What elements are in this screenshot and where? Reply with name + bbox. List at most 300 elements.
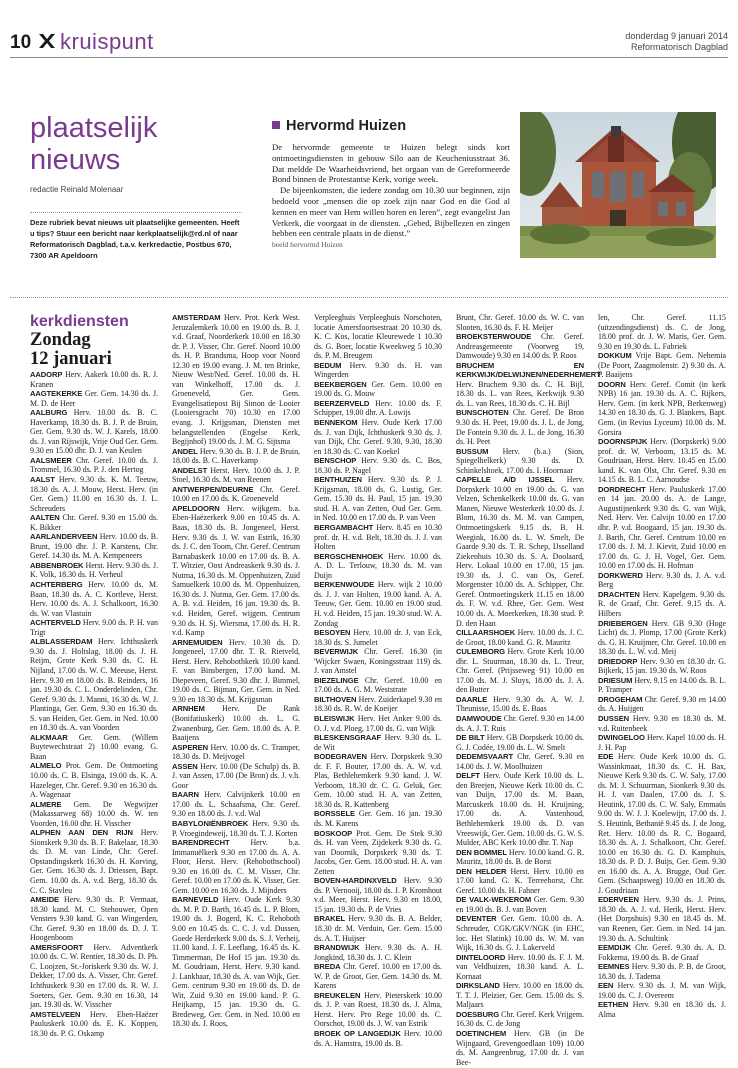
service-details: Herv. Eben-Haëzer Pauluskerk 10.00 ds. E. K. Koppen, 18.30 ds. P. G. Oskamp (30, 1009, 158, 1038)
service-details: Herv. Oude Kerk 10.00 ds. G. Wassinkmaat, 18.30 ds. C. H. Bax, Nieuwe Kerk 9.30 ds. C. W. Saly, 17.00 ds. M. J. Schuurman, Sionkerk 9.30 ds. H. J. van Daalen, 17.00 ds. J. S. Heutink, 17.00 ds. C. W. Saly, Emmaüs 9.00 ds. W. J. J. Koelewijn, 17.00 ds. J. S. Heutink, Bethanië 9.45 ds. J. de Jong, Ret. Herv. 10.00 ds. R. C. Bogaard, 18.30 ds. A. J. Schalkoort, Chr. Geref. 10.00 en 16.30 ds. G. D. Kamphuis, 18.30 ds. P. D. J. Buijs, Ger. Gem. 9.30 en 16.00 ds. A. A. Brugge, Oud Ger. Gem. (Schaapsweg) 10.00 en 18.30 ds. J. Goudriaan (598, 752, 726, 895)
place-name: ACHTERVELD (30, 618, 81, 628)
service-details: Herv. Prot. Kerk West. Jeruzalemkerk 10.00 en 19.00 ds. B. J. v.d. Graaf, Noorderkerk 10.00 en 18.30 dr. P. J. Visser, Chr. Geref. Noord 10.00 ds. H. P. Brandsma, Hoop voor Noord 12.30 en 19.00 evang. J. M. ten Brinke, Nieuw West/Ned. Geref. 10.00 ds. H. van Winkelhoff, 17.00 ds. J. Groeneveld, Ger. Gem. Evangelisatiepost Bij Simon de Looier (Looiersgracht 70) 10.30 en 17.00 evang. J. Krijgsman, Diensten met belangstellenden (Engelse Kerk, Begijnhof) 19.00 ds. J. M. G. Sijtsma (172, 313, 300, 447)
service-entry (456, 752, 584, 771)
service-entry (598, 695, 726, 714)
submission-info: Deze rubriek bevat nieuws uit plaatselijke gemeenten. Heeft u tips? Stuur een bericht naar kerkplaatselijk@rd.nl of naar Reformatorisch Dagblad, t.a.v. kerkredactie, Postbus 670, 7300 AR Apeldoorn (30, 218, 240, 260)
service-entry (456, 475, 584, 628)
service-entry (314, 580, 442, 628)
place-name: DRACHTEN (598, 589, 640, 599)
service-details: Herv. 9.30 ds. P. B. de Groot, 18.30 ds. J. Tadema (598, 962, 726, 981)
article-body (272, 142, 510, 251)
place-name: BERKENWOUDE (314, 580, 375, 590)
service-details: Herv. 9.30 ds. A. W. J. Theunisse, 15.00 ds. E. Baas (456, 694, 584, 714)
service-entry (30, 475, 158, 513)
service-entry (598, 571, 726, 590)
place-name: DOETINCHEM (456, 1029, 507, 1039)
service-details: Herv. 10.00 ds. C. Tramper, 18.30 ds. D. Meijvogel (172, 742, 300, 762)
service-entry (314, 943, 442, 962)
place-name: AALST (30, 475, 55, 485)
header-rule (10, 57, 728, 58)
service-entry (172, 638, 300, 705)
service-details: Herv. 9.30 ds. H. van Wingerden (314, 360, 442, 380)
service-details: Herv. 10.00 ds. M. Baan, 18.30 ds. A. C. Kortleve, Herst. Herv. 10.00 ds. A. J. Schalkoort, 16.30 ds. W. van Vlastuin (30, 580, 158, 618)
service-details: Herv. 9.00 ds. P. H. van Trigt (30, 618, 158, 637)
service-entry (30, 943, 158, 1010)
place-name: EEN (598, 981, 614, 991)
service-details: Prot. Gem. De Ontmoeting 10.00 ds. C. B. Elsinga, 19.00 ds. K. A. Hazeleger, Chr. Geref. 9.30 en 16.30 ds. A. Wagenaar (30, 761, 158, 800)
place-name: AALSMEER (30, 455, 72, 465)
place-name: BIEZELINGE (314, 675, 359, 685)
service-entry (314, 380, 442, 399)
place-name: DUSSEN (598, 713, 630, 723)
service-entry (456, 628, 584, 647)
service-details: Herv. Dorpskerk 10.00 en 19.00 ds. G. van Velzen, Schenkelkerk 10.00 ds. G. van Manen, Nieuwe Westerkerk 10.00 ds. J. Blom, 16.30 ds. M. M. van Campen, Ontmoetingskerk 9.15 ds. B. H. Weegink, 16.00 ds. L. W. Smelt, De Gaarde 9.30 ds. T. R. Schep, IJsselland Ziekenhuis 10.30 ds. S. A. Doolaard, Herv. Lokaal 10.00 en 17.00, 15 jan. 19.30 ds. J. C. van Os, Geref. Morgenster 10.00 ds. A. Schipper, Chr. Geref. Ontmoetingskerk 11.15 en 18.00 ds. F. W. v.d. Rhee, Ger. Gem. West 10.00 ds. A. Moerkerken, 18.30 stud. P. D. den Haan (456, 475, 584, 628)
service-entry (456, 714, 584, 733)
service-details: Herv. 9.30 ds. P. J. Krijgsman, 18.00 ds. G. Lustig, Ger. Gem. 15.30 ds. H. Paul, 15 jan. 19.30 stud. H. A. van Zetten, Oud Ger. Gem. in Ned. 10.00 en 17.00 ds. P. van Veen (314, 475, 442, 523)
place-name: ALPHEN AAN DEN RIJN (30, 828, 133, 838)
service-entry (598, 313, 726, 351)
service-entry (30, 828, 158, 895)
place-name: BENTHUIZEN (314, 475, 362, 485)
service-entry (598, 714, 726, 733)
service-details: Chr. Geref. 9.30 en 15.00 ds. K. Bikker (30, 513, 158, 532)
service-entry (314, 733, 442, 752)
service-entry (172, 743, 300, 762)
article-title-text: Hervormd Huizen (286, 118, 407, 134)
service-details: Herv. Zuiderkapel 9.30 en 18.30 ds. R. W. de Koeijer (314, 694, 442, 714)
service-details: Vrije Bapt. Gem. Nehemia (De Poort, Zaagmolenstr. 2) 9.30 ds. A. P. Baaijens (598, 351, 726, 380)
service-entry (172, 313, 300, 447)
page-number: 10 (10, 32, 32, 53)
place-name: BUSSUM (456, 446, 489, 456)
services-column-3 (314, 313, 442, 1048)
service-entry (456, 981, 584, 1010)
service-entry (314, 628, 442, 647)
service-entry (172, 819, 300, 838)
place-name: AMSTERDAM (172, 313, 221, 322)
place-name: DE VALK-WEKEROM (456, 895, 532, 905)
service-entry (598, 733, 726, 752)
service-details: Ger. Gem. (Willem Buytewechstraat 2) 10.00 evang. G. Baan (30, 732, 158, 761)
place-name: DORDRECHT (598, 484, 646, 494)
service-details: Herv. 10.00 ds. F. Schipper, 19.00 dhr. A. Lowijs (314, 398, 442, 418)
service-details: Chr. Geref. 9.30 en 14.00 ds. J. W. Moolhuizen (456, 752, 584, 771)
service-entry (314, 647, 442, 676)
service-entry (314, 552, 442, 581)
service-entry (598, 895, 726, 943)
place-name: DINTELOORD (456, 952, 506, 962)
service-entry (456, 447, 584, 476)
place-name: ASPEREN (172, 742, 209, 752)
info-divider (30, 212, 242, 213)
service-details: len, Chr. Geref. 11.15 (uitzendingsdienst) ds. C. de Jong, 18.00 prof. dr. J. W. Maris, Ger. Gem. 9.30 en 19.30 ds. L. Fabriek (598, 313, 726, 351)
place-name: AMERSFOORT (30, 942, 83, 952)
service-details: Chr. Geref. Kerk Vrijgem. 16.30 ds. C. de Jong (456, 1009, 584, 1029)
service-entry (314, 399, 442, 418)
service-details: Herv. Grote Kerk 10.00 dhr. L. Stuurman, 18.30 ds. L. Treur, Chr. Geref. (Prijsseweg 91) 10.00 en 17.00 ds. M. J. Sluys, 18.00 ds. J. A. den Butter (456, 647, 584, 695)
place-name: BLEISWIJK (314, 713, 355, 723)
place-name: DWINGELOO (598, 733, 645, 743)
place-name: EEMDIJK (598, 943, 632, 953)
place-name: ANDELST (172, 465, 208, 475)
service-entry (314, 695, 442, 714)
service-entry (456, 733, 584, 752)
service-entry (30, 532, 158, 561)
service-details: Ger. Gem. 16 jan. 19.30 ds. M. Karens (314, 809, 442, 828)
place-name: BODEGRAVEN (314, 752, 367, 762)
place-name: DAARLE (456, 694, 488, 704)
service-details: Herv. 10.00 ds. B. Brunt, 19.00 dhr. J. P. Karstens, Chr. Geref. 14.30 ds. M. A. Kempeneers (30, 532, 158, 561)
service-entry (314, 418, 442, 456)
service-details: Herv. 9.30 ds. K. M. Teeuw, 18.30 ds. A. J. Mouw, Herst. Herv. (in Ger. Gem.) 11.00 en 16.30 ds. J. L. Schreuders (30, 475, 158, 513)
service-entry (456, 647, 584, 695)
service-entry (456, 1029, 584, 1067)
place-name: AAGTEKERKE (30, 389, 83, 399)
place-name: CULEMBORG (456, 647, 505, 657)
service-entry (598, 619, 726, 657)
service-details: Herv. Kapel 10.00 ds. H. J. H. Pap (598, 733, 726, 752)
service-details: Chr. Geref. De Bron 9.30 ds. H. Peet, 19.00 ds. J. L. de Jong, De Fontein 9.30 ds. J. L. de Jong, 16.30 ds. H. Peet (456, 408, 584, 447)
place-name: CILLAARSHOEK (456, 628, 516, 638)
service-entry (456, 771, 584, 847)
church-photo (520, 112, 716, 258)
service-details: Herv. GB (in De Wijngaard, Grevengoedlaan 109) 10.00 ds. M. Aangeenbrug, 17.00 dr. J. van Bee- (456, 1029, 584, 1067)
service-details: Chr. Geref. Andreasgemeente (Voorweg 19, Damwoude) 9.30 en 14.00 ds. P. Roos (456, 332, 584, 361)
place-name: BARENDRECHT (172, 838, 230, 848)
service-entry (456, 895, 584, 914)
service-details: Ger. Gem. 14.30 ds. J. M. D. de Heer (30, 389, 158, 408)
section-divider (10, 297, 728, 298)
place-name: BAARN (172, 790, 199, 800)
service-details: Herv. 10.00 kand. G. R. Mauritz, 18.00 ds. B. de Borst (456, 847, 584, 867)
place-name: ARNHEM (172, 704, 205, 714)
place-name: DOORNSPIJK (598, 437, 648, 447)
place-name: BREUKELEN (314, 990, 361, 1000)
issue-date: donderdag 9 januari 2014 (625, 31, 728, 41)
service-details: Herv. Pauluskerk 17.00 en 14 jan. 20.00 ds. A. de Lange, Augustijnenkerk 9.30 ds. G. van Wijk, Ned. Herv. Ver. Calvijn 10.00 en 17.00 dhr. P. v.d. Boogaard, 15 jan. 19.30 ds. J. Barth, Chr. Geref. Centrum 10.00 en 17.00 ds. J. M. J. Kievit, Zuid 10.00 en 17.00 ds. G. J. H. Vogel, Ger. Gem. 10.00 en 17.00 ds. H. Hofman (598, 484, 726, 571)
place-name: DOESBURG (456, 1009, 500, 1019)
service-details: Herv. b.a. Immanuëlkerk 9.30 en 17.00 ds. A. A. Floor, Herst. Herv. (Rehobothschool) 9.30 en 16.00 ds. C. M. Visser, Chr. Geref. 10.00 en 17.00 ds. K. Visser, Ger. Gem. 10.00 en 16.30 ds. J. Mijnders (172, 838, 300, 895)
place-name: DE BILT (456, 733, 485, 743)
services-column-1 (30, 370, 158, 1038)
service-details: Herv. 10.00 (De Schulp) ds. B. J. van Assen, 17.00 (De Bron) ds. J. v.h. Goor (172, 761, 300, 790)
place-name: BESOYEN (314, 628, 351, 638)
service-entry (598, 380, 726, 437)
service-details: Prot. Gem. De Stek 9.30 ds. H. van Veen, Zijdekerk 9.30 ds. G. van Doornik, Dorpskerk 9.30 ds. T. Jacobs, Ger. Gem. 18.00 stud. H. A. van Zetten (314, 828, 442, 876)
service-details: Chr. Geref. 9.30 en 14.00 ds. A. Huijgen (598, 694, 726, 714)
service-details: Herv. 9.30 ds. J. Prins, 18.30 ds. A. J. v.d. Herik, Herst. Herv. (Het Dorpshuis) 9.30 en 18.45 ds. M. van Reenen, Ger. Gem. in Ned. 14 jan. 19.30 ds. A. Schultink (598, 895, 726, 943)
article-paragraph: De bijeenkomsten, die iedere zondag om 10.30 uur beginnen, zijn bedoeld voor „mensen die op zoek zijn naar God en die God al kennen en meer van Hem willen horen en leren”, zegt evangelist Jan Verkerk, die voorgaat in de diensten. „Gebed, Bijbellezen en zingen hebben een centrale plaats in de dienst.” (272, 185, 510, 239)
services-column-2 (172, 313, 300, 1029)
service-details: Herv. 10.00 en 18.00 ds. T. T. J. Pleizier, Ger. Gem. 15.00 ds. S. Maljaars (456, 981, 584, 1010)
service-details: Herv. 8.45 en 10.30 prof. dr. H. v.d. Belt, 18.30 ds. J. J. van Holten (314, 523, 442, 552)
service-entry (456, 867, 584, 896)
service-entry (314, 676, 442, 695)
service-entry (314, 714, 442, 733)
place-name: BEDUM (314, 360, 342, 370)
place-name: DEVENTER (456, 914, 497, 924)
place-name: DRIEBERGEN (598, 618, 648, 628)
place-name: BLESKENSGRAAF (314, 733, 382, 743)
service-entry (30, 1010, 158, 1039)
services-label: kerkdiensten (30, 313, 129, 330)
place-name: EEMNES (598, 962, 630, 972)
service-details: Herv. Oude Kerk 17.00 ds. J. van Dijk, Ichthuskerk 9.30 ds. J. van Dijk, Chr. Geref. 9.30, 9.30, 18.30 en 18.30 ds. C. van Koekel (314, 418, 442, 456)
place-name: BREDA (314, 962, 341, 972)
service-entry (30, 733, 158, 762)
service-entry (172, 504, 300, 638)
service-details: Chr. Geref. 10.00 en 17.00 ds. A. G. M. Weststrate (314, 675, 442, 695)
place-name: DEDEMSVAART (456, 752, 513, 762)
place-name: ALMELO (30, 761, 62, 771)
place-name: BERGAMBACHT (314, 523, 374, 533)
service-entry (314, 475, 442, 523)
services-day: Zondag (30, 330, 91, 350)
service-entry (172, 704, 300, 742)
service-details: Herv. 9.30 en 18.30 dr. G. Bijkerk, 15 jan. 19.30 ds. W. Roos (598, 656, 726, 676)
place-name: DRIEDORP (598, 656, 638, 666)
place-name: AALTEN (30, 513, 60, 523)
service-entry (598, 485, 726, 571)
service-details: Herv. Kapelgem. 9.30 ds. R. de Graaf, Chr. Geref. 9.15 ds. A. Hilbers (598, 589, 726, 618)
place-name: AALBURG (30, 408, 68, 418)
place-name: ABBENBROEK (30, 560, 84, 570)
article-title (272, 118, 406, 134)
cross-logo-icon (37, 31, 57, 51)
service-entry (172, 762, 300, 791)
service-details: Herst. Herv. 10.00 ds. J. P. Stoel, 16.30 ds. M. van Reenen (172, 465, 300, 485)
place-name: DIRKSLAND (456, 981, 500, 991)
place-name: ANTWERPEN/DEURNE (172, 484, 254, 494)
service-details: Herv. 10.00 ds. J. C. de Groot, 18.00 kand. G. R. Mauritz (456, 628, 584, 647)
service-entry (314, 914, 442, 943)
service-entry (456, 1010, 584, 1029)
service-details: Herv. 10.30 ds. D. Jongeneel, 17.00 dhr. T. R. Rietveld, Herst. Herv. Rehobothkerk 10.00 kand. F. van Binsbergen, 17.00 kand. M. Diepeveen, Geref. 9.30 dhr. J. Bimmel, 19.00 ds. C. Bijman, Ger. Gem. in Ned. 9.30 en 18.30 ds. M. Krijgsman (172, 637, 300, 704)
service-details: Brunt, Chr. Geref. 10.00 ds. W. C. van Slooten, 16.30 ds. F. H. Meijer (456, 313, 584, 332)
service-entry (172, 895, 300, 1029)
place-name: BEERZERVELD (314, 398, 370, 408)
service-entry (314, 456, 442, 475)
service-details: Ger. Gem. 9.30 en 19.00 ds. B. J. van Boven (456, 895, 584, 914)
service-details: Herv. Ichthuskerk 9.30 ds. J. Holtslag, 18.00 ds. J. H. Reijm, Grote Kerk 9.30 ds. C. H. Nijland, 17.00 ds. W. C. Meeuse, Herst. Herv. 9.30 en 18.00 ds. B. Reinders, 16 jan. 19.30 ds. C. L. Onderdelinden, Chr. Geref. 9.30 ds. J. Manni, 16.30 ds. W. J. Plantinga, Ger. Gem. 9.30 en 16.30 ds. S. van Heiden, Ger. Gem. in Ned. 10.00 en 18.30 ds. A. van Voorden (30, 637, 158, 733)
service-entry (456, 848, 584, 867)
service-entry (172, 447, 300, 466)
place-name: BENNEKOM (314, 418, 358, 428)
page-header (0, 0, 738, 60)
service-details: Herv. 10.00 ds. A. Hamstra, 19.00 ds. B. (314, 1029, 442, 1048)
place-name: BROEK OP LANGEDIJK (314, 1029, 401, 1039)
service-entry (314, 809, 442, 828)
column-title (30, 112, 157, 176)
column-title-line2: nieuws (30, 144, 121, 176)
service-entry (30, 761, 158, 799)
service-entry (598, 676, 726, 695)
place-name: BOVEN-HARDINXVELD (314, 876, 397, 886)
section-title: kruispunt (60, 29, 154, 54)
service-entry (30, 456, 158, 475)
article-paragraph: De hervormde gemeente te Huizen belegt sinds kort ontmoetingsdiensten in gebouw Silo aan de Keucheniusstraat 36. Dat meldde De Waarheidsvriend, het orgaan van de Gereformeerde Bond binnen de Protestantse Kerk, vorige week. (272, 142, 510, 185)
photo-credit: beeld hervormd Huizen (272, 240, 343, 250)
service-entry (172, 466, 300, 485)
service-entry (30, 561, 158, 580)
service-entry (456, 360, 601, 409)
service-details: Herv. wijkgem. b.a. Eben-Haëzerkerk 9.00 en 10.45 ds. A. Baas, 18.30 ds. B. Jongeneel, Herst. Herv. 9.30 ds. J. W. van Estrik, 16.30 ds. J. C. den Toom, Chr. Geref. Centrum Barnabaskerk 10.00 en 17.00 ds. B. A. T. Witzier, Oost Andreaskerk 9.30 ds. J. Nutma, 16.30 ds. M. Oppenhuizen, Zuid Samuelkerk 10.00 ds. M. Oppenhuizen, 16.30 ds. J. Nutma, Ger. Gem. 17.00 ds. A. B. v.d. Heiden, 16 jan. 19.30 ds. B. v.d. Heiden, Geref. wijgem. Centrum 9.30 ds. H. Sj. Wiersma, 17.00 ds. H. R. v.d. Kamp (172, 503, 300, 638)
service-entry (598, 657, 726, 676)
service-details: Chr. Geref. 10.00 en 17.00 ds. W. P. de Groot, Ger. Gem. 14.30 ds. M. Karens (314, 962, 442, 991)
place-name: ALBLASSERDAM (30, 637, 93, 647)
place-name: AMSTELVEEN (30, 1009, 81, 1019)
column-title-line1: plaatselijk (30, 112, 158, 144)
service-details: Herv. Dorpskerk 9.30 dr. F. F. Bouter, 17.00 ds. A. W. v.d. Plas, Bethlehemkerk 9.30 kand. J. W. Verboom, 18.30 dr. C. G. Geluk, Ger. Gem. 10.00 stud. H. A. van Zetten, 18.30 ds. R. Kattenberg (314, 752, 442, 809)
service-details: Herv. 9.30 ds. C. Bos, 18.30 ds. P. Nagel (314, 456, 442, 475)
service-entry (314, 962, 442, 991)
service-entry (30, 513, 158, 532)
service-entry (30, 580, 158, 618)
place-name: DORKWERD (598, 570, 643, 580)
service-entry (314, 1029, 442, 1048)
service-entry (172, 485, 300, 504)
service-entry (314, 361, 442, 380)
place-name: DOORN (598, 379, 626, 389)
place-name: APELDOORN (172, 503, 220, 513)
service-details: Herv. Geref. Comit (in kerk NPB) 16 jan. 19.30 ds. A. C. Rijkers, Herv. Gem. (in kerk NPB, Berkenweg) 14.30 en 18.30 ds. G. J. Blankers, Bapt. Gem. (in Revius Lyceum) 10.00 ds. M. Gorsira (598, 379, 726, 437)
service-details: Chr. Geref. 16.30 (in 'Wijcker Swaen, Koningsstraat 119) ds. J. van Amstel (314, 647, 442, 676)
service-details: Chr. Geref. 9.30 ds. A. D. Fokkema, 19.00 ds. B. de Graaf (598, 943, 726, 962)
service-details: Herst. Herv. 10.00 en 17.00 kand. G. K. Terreehorst, Chr. Geref. 10.00 ds. H. Fahner (456, 866, 585, 895)
service-details: Herv. 9.30 ds. P. Vroegindeweij, 18.30 ds. T. J. Korten (172, 818, 300, 838)
service-entry (598, 943, 726, 962)
service-entry (456, 953, 584, 982)
place-name: AARLANDERVEEN (30, 532, 98, 542)
services-date: 12 januari (30, 349, 112, 369)
service-details: Chr. Geref. 9.30 en 14.00 ds. A. J. T. Ruis (456, 713, 584, 733)
service-details: Herv. 9.30 ds. P. Vermaat, 18.30 kand. M. C. Stehouwer, Open Vensters 9.30 kand. G. van Wingerden, Chr. Geref. 9.30 en 18.00 ds. D. J. T. Hoogenboom (30, 895, 158, 943)
service-details: Herv. Bruchem 9.30 ds. C. H. Bijl, 18.30 ds. L. van Rees, Kerkwijk 9.30 ds. L. van Rees, 18.30 ds. C. H. Bijl (456, 379, 584, 408)
service-entry (598, 351, 726, 380)
place-name: BARNEVELD (172, 895, 219, 905)
service-details: Herv. Aakerk 10.00 ds. R. J. Kranen (30, 370, 158, 389)
service-entry (30, 370, 158, 389)
place-name: AMEIDE (30, 895, 59, 905)
service-details: Herv. 9.30 ds. L. de Wit (314, 733, 442, 752)
service-details: Herv. 10.00 ds. A. D. L. Terlouw, 18.30 ds. M. van Duijn (314, 551, 442, 580)
place-name: BRANDWIJK (314, 943, 360, 953)
service-details: Herv. 9.30 en 18.30 ds. M. v.d. Ruitenbeek (598, 713, 726, 733)
place-name: ARNEMUIDEN (172, 637, 223, 647)
place-name: BUNSCHOTEN (456, 408, 509, 418)
service-entry (30, 637, 158, 732)
place-name: ANDEL (172, 446, 198, 456)
place-name: BILTHOVEN (314, 694, 357, 704)
service-entry (30, 389, 158, 408)
place-name: ALKMAAR (30, 732, 68, 742)
service-details: Herv. wijk 2 10.00 ds. J. J. van Holten, 19.00 kand. A. A. Teeuw, Ger. Gem. 10.00 en 19.00 stud. H. v.d. Heiden, 15 jan. 19.30 stud. W. A. Zondag (314, 580, 442, 628)
service-entry (456, 914, 584, 952)
service-entry (30, 618, 158, 637)
place-name: BERGSCHENHOEK (314, 551, 384, 561)
service-entry (172, 790, 300, 819)
place-name: DEN HELDER (456, 866, 507, 876)
service-details: Herv. De Rank (Bonifatiuskerk) 10.00 ds. L. G. Zwanenburg, Ger. Gem. 18.00 ds. A. P. Baaijens (172, 704, 300, 743)
place-name: BROEKSTERWOUDE (456, 332, 532, 342)
service-entry (598, 962, 726, 981)
place-name: BEEKBERGEN (314, 379, 367, 389)
service-details: Herv. 10.00 dr. J. van Eck, 18.30 ds. S. Jumelet (314, 628, 442, 647)
service-entry (598, 590, 726, 619)
service-details: Chr. Geref. 10.00 en 17.00 ds. K. Groeneveld (172, 484, 300, 504)
place-name: BRAKEL (314, 914, 346, 924)
service-details: Verpleeghuis Verpleeghuis Norschoten, locatie Amersfoortsestraat 20 10.30 ds. K. C. Kos, locatie Kleurewede 1 10.30 ds. G. Boer, locatie Kweekweg 5 10.30 ds. P. M. Breugem (314, 313, 442, 361)
place-name: EETHEN (598, 1000, 629, 1010)
place-name: ALMERE (30, 799, 62, 809)
place-name: DEN BOMMEL (456, 847, 507, 857)
service-entry (314, 752, 442, 809)
service-entry (30, 800, 158, 829)
place-name: BOSKOOP (314, 828, 353, 838)
service-details: Herv. 10.00 ds. B. C. Haverkamp, 18.30 ds. B. J. P. de Bruin, Ger. Gem. 9.30 ds. W. J. Karels, 18.00 ds. J. van Rijswijk, Vrije Oud Ger. Gem. 9.30 en 15.00 dhr. D. J. van Keulen (30, 408, 158, 456)
service-details: Herv. 9.30 ds. J. A. v.d. Berg (598, 570, 726, 590)
service-entry (30, 408, 158, 456)
editor-credit: redactie Reinald Molenaar (30, 185, 124, 194)
place-name: DAMWOUDE (456, 713, 502, 723)
place-name: BORSSELE (314, 809, 355, 819)
service-details: Herv. GB 9.30 (Hoge Licht) ds. J. Plomp, 17.00 (Grote Kerk) ds. G. H. Kruijmer, Chr. Geref. 10.00 en 18.30 ds. L. W. v.d. Meij (598, 618, 726, 657)
bullet-square-icon (272, 121, 280, 129)
place-name: ACHTERBERG (30, 580, 83, 590)
service-details: Herv. 9.30 en 18.30 ds. J. Alma (598, 1000, 726, 1019)
service-details: Herv. 9.30 ds. J. M. van Wijk, 19.00 ds. C. J. Overeem (598, 981, 726, 1000)
service-details: Herv. Het Anker 9.00 ds. O. J. v.d. Ploeg, 17.00 ds. G. van Wijk (314, 713, 442, 733)
service-details: Herv. 9.30 ds. P. Vernooij, 18.00 ds. J. P. Kromhout v.d. Meer, Herst. Herv. 9.30 en 18.00, 15 jan. 19.30 ds. P. de Vries (314, 876, 442, 914)
service-entry (314, 991, 442, 1029)
service-details: Herv. 9.30 ds. B. J. P. de Bruin, 18.00 ds. B. C. Haverkamp (172, 446, 300, 466)
service-entry (598, 981, 726, 1000)
place-name: BENSCHOP (314, 456, 357, 466)
service-entry (314, 313, 442, 361)
service-details: Herv. 9.30 ds. A. H. Jongkind, 18.30 ds. J. C. Klein (314, 943, 442, 962)
newspaper-name: Reformatorisch Dagblad (630, 42, 728, 52)
place-name: DELFT (456, 771, 480, 781)
service-details: Herst. Herv. 9.30 ds. J. K. Volk, 18.30 ds. H. Verheul (30, 560, 158, 580)
service-entry (30, 895, 158, 943)
service-entry (172, 838, 300, 895)
services-column-5 (598, 313, 726, 1019)
issue-info (625, 31, 728, 53)
service-entry (456, 408, 584, 446)
place-name: DROGEHAM (598, 694, 643, 704)
service-entry (456, 695, 584, 714)
service-details: Ger. Gem. 10.00 en 19.00 ds. G. Mouw (314, 379, 442, 399)
place-name: ASSEN (172, 761, 198, 771)
service-entry (598, 1000, 726, 1019)
service-details: Herv. GB Dorpskerk 10.00 ds. G. J. Codée, 19.00 ds. L. W. Smelt (456, 733, 585, 752)
service-details: Gem. De Wegwijzer (Makassarweg 68) 10.00 ds. W. ten Voorden, 16.00 dhr. H. Visscher (30, 799, 158, 828)
place-name: BEVERWIJK (314, 647, 359, 657)
service-details: Herv. 9.30 ds. B. A. Belder, 18.30 dr. M. Verduin, Ger. Gem. 15.00 ds. A. T. Huijser (314, 914, 442, 943)
place-name: BABYLONIËNBROEK (172, 818, 249, 828)
place-name: DOKKUM (598, 351, 632, 361)
place-name: BRUCHEM EN KERKWIJK/DELWIJNEN/NEDERHEMERT (456, 360, 601, 380)
place-name: EDE (598, 752, 614, 762)
service-entry (314, 829, 442, 877)
service-details: Herv. Oude Kerk 10.00 ds. L. den Breejen, Nieuwe Kerk 10.00 ds. C. van Duijn, 17.00 ds. M. Baan, Marcuskerk 10.00 ds. H. Kruijning, 17.00 ds. A. Vastenhoud, Bethlehemkerk 19.00 ds. D. van Vreeswijk, Ger. Gem. 10.00 ds. G. W. S. Mulder, ABC Kerk 10.00 dhr. T. Nap (456, 771, 584, 848)
service-details: Chr. Geref. 10.00 ds. J. Trommel, 16.30 ds. P. J. den Hertog (30, 455, 158, 475)
service-entry (598, 437, 726, 485)
service-details: Ger. Gem. 10.00 ds. A. Schreuder, CGK/GKV/NGK (in EHC, loc. Het Slatink) 10.00 ds. W. M. van Wijk, 16.30 ds. G. J. Lakerveld (456, 914, 584, 953)
service-entry (456, 332, 584, 361)
service-entry (314, 523, 442, 552)
service-details: Herv. Sionskerk 9.30 ds. B. F. Bakelaar, 18.30 ds. D. M. van Linde, Chr. Geref. Opstandingskerk 16.30 ds. H. Korving, Ger. Gem. 16.30 ds. J. Driessen, Bapt. Gem. 10.00 ds. A. v.d. Berg, 18.30 ds. C. C. Stavleu (30, 828, 158, 895)
